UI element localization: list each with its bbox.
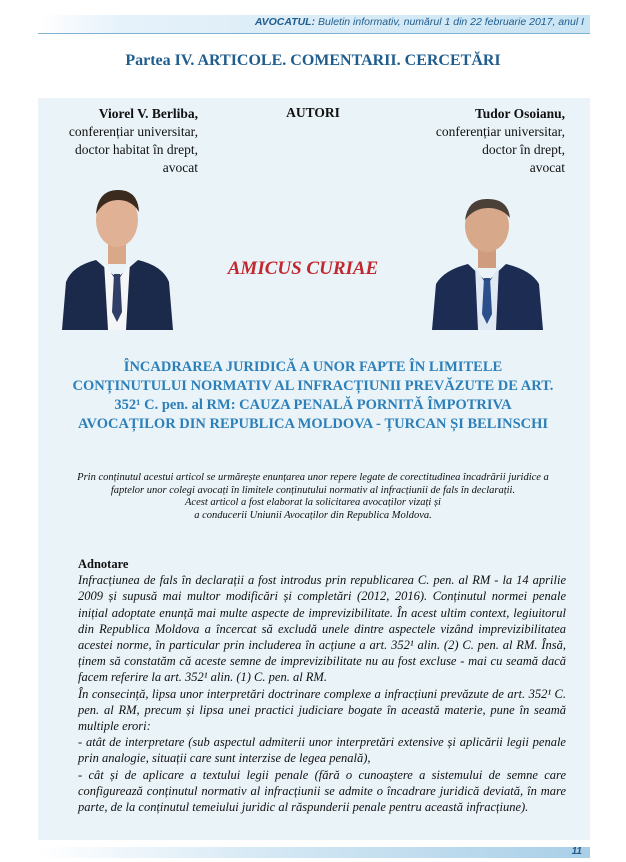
article-title-line: 352¹ C. pen. al RM: CAUZA PENALĂ PORNITĂ ÎMPOTRIVA [114, 397, 512, 413]
abstract-line: Prin conținutul acestui articol se urmărește enunțarea unor repere legate de corectitudinea încadrării juridice a [77, 472, 549, 483]
author-right-profession: avocat [529, 160, 565, 175]
author-left-name: Viorel V. Berliba, [98, 106, 198, 121]
abstract-line: a conducerii Uniunii Avocaților din Republica Moldova. [194, 509, 432, 521]
article-title-line: ÎNCADRAREA JURIDICĂ A UNOR FAPTE ÎN LIMITELE [123, 359, 503, 375]
journal-name: AVOCATUL: [254, 16, 316, 28]
abstract-line: Acest articol a fost elaborat la solicitarea avocaților vizați și [185, 497, 441, 508]
journal-header [255, 16, 584, 28]
amicus-curiae-title: AMICUS CURIAE [227, 258, 379, 279]
page-number: 11 [571, 846, 582, 857]
journal-subtitle: Buletin informativ, numărul 1 din 22 februarie 2017, anul I [318, 16, 584, 28]
section-title: Partea IV. ARTICOLE. COMENTARII. CERCETĂRI [125, 52, 501, 69]
article-abstract [50, 472, 576, 522]
header-bar [38, 15, 590, 34]
footer-bar [38, 847, 590, 858]
author-left-profession: avocat [162, 160, 198, 175]
body-paragraph: - cât și de aplicare a textului legii penale (fără o cunoaștere a sistemului de semne care configurează conținutul normativ al infracțiunii se admite o încadrare juridică deviată, în mare parte, de la conținutul temeiului juridic al răspunderii penale pentru această infracțiune). [78, 767, 566, 815]
body-paragraph: Infracțiunea de fals în declarații a fost introdus prin republicarea C. pen. al RM - la 14 aprilie 2009 și supusă mai multor modificări și completări (2012, 2016). Conținutul normei penale inițial adoptate enunță mai multe aspecte de imprevizibilitate. În acest ultim context, legiuitorul din Republica Moldova a încercat să excludă unele dintre aspectele vizând imprevizibilitatea acestei norme, în particular prin includerea în acțiune a art. 352¹ alin. (2) C. pen. al RM. Însă, ținem să constatăm că aceste semne de imprevizibilitate nu au fost excluse - mai cu seamă dacă facem referire la art. 352¹ alin. (1) C. pen. al RM. [78, 573, 566, 685]
author-right-degree: doctor în drept, [482, 142, 565, 157]
author-right-photo [430, 190, 545, 330]
abstract-line: faptelor unor colegi avocați în limitele conținutului normativ al infracțiunii de fals în declarații. [110, 484, 516, 496]
article-body [78, 556, 566, 815]
body-paragraph: În consecință, lipsa unor interpretări doctrinare complexe a infracțiuni prevăzute de art. 352¹ C. pen. al RM, precum și lipsa unei practici judiciare bogate în această materie, pune în seamă multiple erori: [78, 686, 566, 734]
author-left-degree: doctor habitat în drept, [75, 142, 198, 157]
article-title-line: AVOCAȚILOR DIN REPUBLICA MOLDOVA - ȚURCAN ȘI BELINSCHI [77, 416, 549, 432]
authors-label: AUTORI [286, 105, 340, 120]
author-left [42, 105, 198, 177]
article-title [60, 358, 566, 434]
author-right-title: conferențiar universitar, [435, 124, 565, 139]
body-paragraph: - atât de interpretare (sub aspectul admiterii unor interpretări extensive și aplicării legii penale prin analogie, situații care sunt interzise de legea penală), [78, 735, 566, 766]
author-right [398, 105, 565, 177]
author-right-name: Tudor Osoianu, [474, 106, 565, 121]
author-left-title: conferențiar universitar, [68, 124, 198, 139]
body-heading: Adnotare [78, 557, 129, 571]
author-left-photo [60, 182, 175, 330]
article-title-line: CONȚINUTULUI NORMATIV AL INFRACȚIUNII PREVĂZUTE DE ART. [72, 378, 554, 394]
